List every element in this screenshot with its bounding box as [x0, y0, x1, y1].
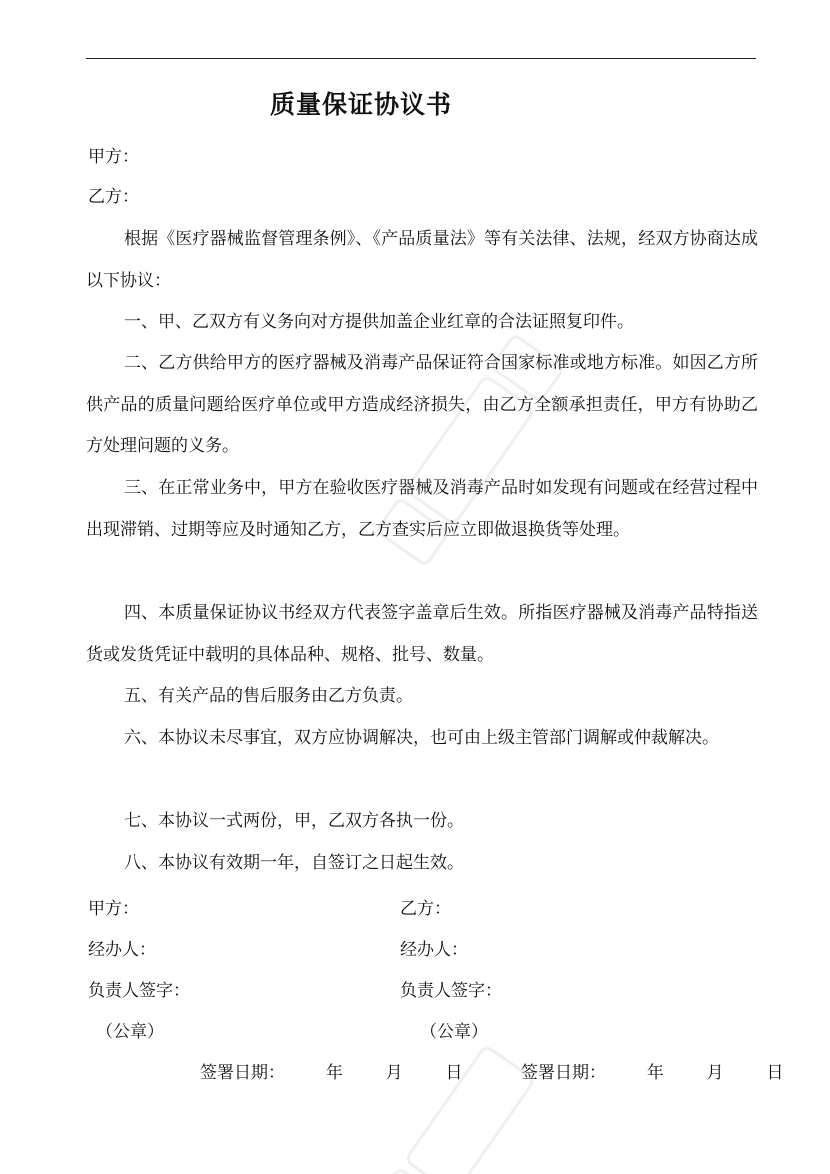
- party-b-label: 乙方：: [88, 187, 139, 207]
- date-day-a: 日: [445, 1063, 463, 1083]
- sign-date-b: [521, 1062, 783, 1084]
- sign-party-a: 甲方：: [88, 899, 139, 919]
- clause-3: 三、在正常业务中，甲方在验收医疗器械及消毒产品时如发现有问题或在经营过程中出现滞销、过期等应及时通知乙方，乙方查实后应立即做退换货等处理。: [86, 478, 758, 540]
- date-month-b: 月: [706, 1063, 724, 1083]
- date-label-b: 签署日期：: [521, 1063, 606, 1083]
- sign-party-b: 乙方：: [400, 899, 451, 919]
- seal-b: （公章）: [420, 1022, 488, 1042]
- party-a-label: 甲方：: [88, 147, 139, 167]
- handler-a: 经办人：: [88, 940, 156, 960]
- clause-8: 八、本协议有效期一年，自签订之日起生效。: [124, 853, 464, 873]
- seal-a: （公章）: [96, 1022, 164, 1042]
- clause-2: 二、乙方供给甲方的医疗器械及消毒产品保证符合国家标准或地方标准。如因乙方所供产品的质量问题给医疗单位或甲方造成经济损失，由乙方全额承担责任，甲方有协助乙方处理问题的义务。: [86, 353, 758, 456]
- clause-5: 五、有关产品的售后服务由乙方负责。: [124, 686, 413, 706]
- sign-date-a: [200, 1062, 462, 1084]
- clause-4: 四、本质量保证协议书经双方代表签字盖章后生效。所指医疗器械及消毒产品特指送货或发货凭证中载明的具体品种、规格、批号、数量。: [86, 603, 758, 665]
- responsible-b: 负责人签字：: [400, 981, 502, 1001]
- date-month-a: 月: [385, 1063, 403, 1083]
- responsible-a: 负责人签字：: [88, 981, 190, 1001]
- date-label-a: 签署日期：: [200, 1063, 285, 1083]
- intro-paragraph: 根据《医疗器械监督管理条例》、《产品质量法》等有关法律、法规，经双方协商达成以下协议：: [86, 229, 758, 291]
- document-title: 质量保证协议书: [269, 90, 452, 119]
- header-rule: [86, 58, 756, 59]
- clause-1: 一、甲、乙双方有义务向对方提供加盖企业红章的合法证照复印件。: [124, 312, 634, 332]
- handler-b: 经办人：: [400, 940, 468, 960]
- date-year-b: 年: [646, 1063, 664, 1083]
- clause-6: 六、本协议未尽事宜，双方应协调解决，也可由上级主管部门调解或仲裁解决。: [124, 728, 719, 748]
- date-year-a: 年: [325, 1063, 343, 1083]
- clause-7: 七、本协议一式两份，甲，乙双方各执一份。: [124, 811, 464, 831]
- date-day-b: 日: [766, 1063, 784, 1083]
